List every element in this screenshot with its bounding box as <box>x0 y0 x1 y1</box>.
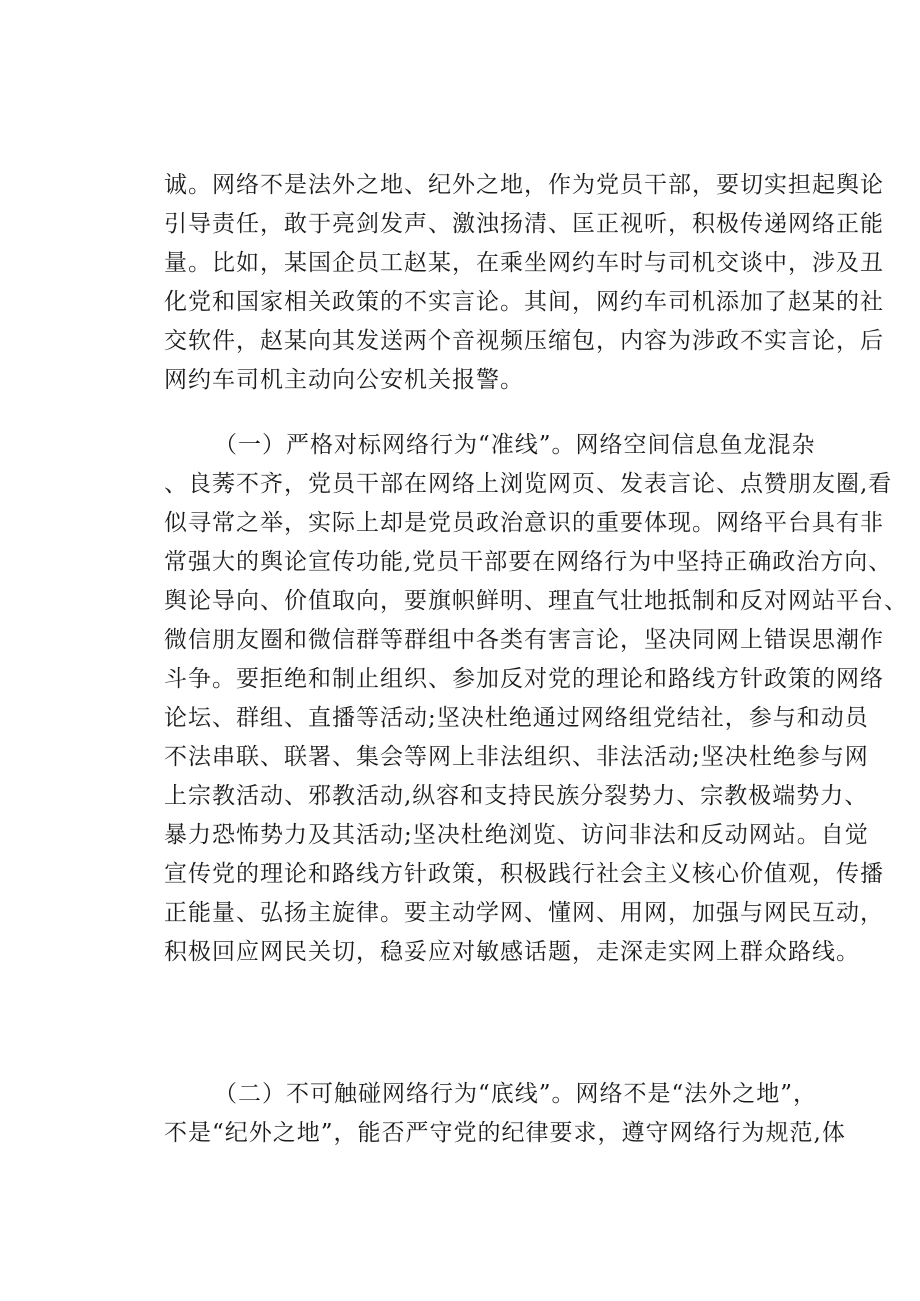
text-line: 化党和国家相关政策的不实言论。其间，网约车司机添加了赵某的社 <box>164 289 884 315</box>
text-line: 诚。网络不是法外之地、纪外之地，作为党员干部，要切实担起舆论 <box>164 172 884 198</box>
text-line: 、良莠不齐，党员干部在网络上浏览网页、发表言论、点赞朋友圈,看 <box>164 471 893 497</box>
text-line: 引导责任，敢于亮剑发声、激浊扬清、匡正视听，积极传递网络正能 <box>164 211 884 237</box>
text-line: 微信朋友圈和微信群等群组中各类有害言论，坚决同网上错误思潮作 <box>164 627 884 653</box>
text-line: 不是“纪外之地”，能否严守党的纪律要求，遵守网络行为规范,体 <box>164 1120 846 1146</box>
text-line: 似寻常之举，实际上却是党员政治意识的重要体现。网络平台具有非 <box>164 510 884 536</box>
paragraph-2 <box>164 426 908 972</box>
text-line: 上宗教活动、邪教活动,纵容和支持民族分裂势力、宗教极端势力、 <box>164 783 869 809</box>
text-line: 暴力恐怖势力及其活动;坚决杜绝浏览、访问非法和反动网站。自觉 <box>164 822 869 848</box>
text-line: 交软件，赵某向其发送两个音视频压缩包，内容为涉政不实言论，后 <box>164 328 884 354</box>
text-line: 积极回应网民关切，稳妥应对敏感话题，走深走实网上群众路线。 <box>164 939 860 965</box>
text-line: 斗争。要拒绝和制止组织、参加反对党的理论和路线方针政策的网络 <box>164 666 884 692</box>
section-heading-line: （二）不可触碰网络行为“底线”。网络不是“法外之地”， <box>214 1081 818 1107</box>
text-line: 正能量、弘扬主旋律。要主动学网、懂网、用网，加强与网民互动， <box>164 900 884 926</box>
text-line: 论坛、群组、直播等活动;坚决杜绝通过网络组党结社，参与和动员 <box>164 705 869 731</box>
text-line: 不法串联、联署、集会等网上非法组织、非法活动;坚决杜绝参与网 <box>164 744 869 770</box>
text-line: 宣传党的理论和路线方针政策，积极践行社会主义核心价值观，传播 <box>164 861 884 887</box>
text-line: 量。比如，某国企员工赵某，在乘坐网约车时与司机交谈中，涉及丑 <box>164 250 884 276</box>
text-line: 常强大的舆论宣传功能,党员干部要在网络行为中坚持正确政治方向、 <box>164 549 893 575</box>
paragraph-3 <box>164 1075 846 1153</box>
paragraph-1 <box>164 166 884 400</box>
text-line: 舆论导向、价值取向，要旗帜鲜明、理直气壮地抵制和反对网站平台、 <box>164 588 908 614</box>
text-line: 网约车司机主动向公安机关报警。 <box>164 367 524 393</box>
section-heading-line: （一）严格对标网络行为“准线”。网络空间信息鱼龙混杂 <box>214 432 816 458</box>
